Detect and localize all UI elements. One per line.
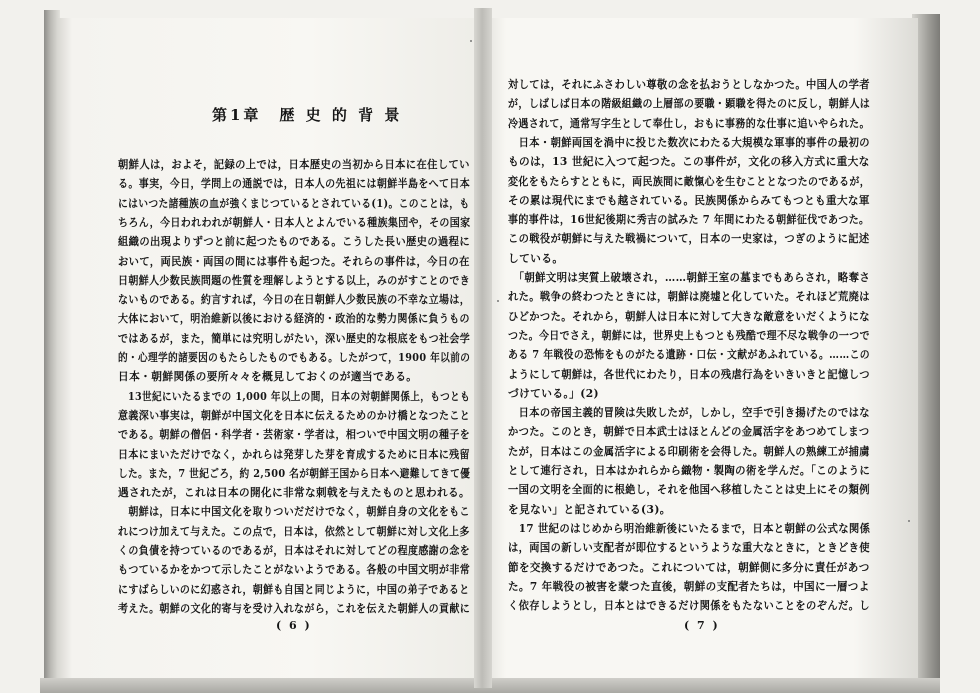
text-line: にすばらしいのに幻惑され，朝鮮も自国と同じように，中国の弟子であると [118, 582, 470, 596]
text-line: 遇されたが，これは日本の開化に非常な刺戟を与えたものと思われる。 [118, 486, 470, 500]
text-line: ようにして朝鮮は，各世代にわたり，日本の残虐行為をいきいきと記憶しつ [508, 367, 870, 381]
text-line: た。7 年戦役の被害を蒙つた直後，朝鮮の支配者たちは，中国に一層つよ [508, 579, 870, 593]
text-line: 節を交換するだけであつた。これについては，朝鮮側に多分に責任があつ [508, 560, 870, 574]
text-line: 「朝鮮文明は実質上破壊され，……朝鮮王室の墓までもあらされ，略奪さ [508, 271, 871, 284]
text-line: 対しては，それにふさわしい尊敬の念を払おうとしなかつた。中国人の学者 [508, 78, 870, 91]
text-line: として連行され，日本はかれらから織物・製陶の術を学んだ。「このように [508, 464, 871, 477]
text-line: している。 [508, 251, 564, 265]
text-line: もつているかをかつて示したことがないようである。各般の中国文明が非常 [118, 563, 471, 577]
text-line: づけている。」(2) [508, 386, 600, 400]
text-line: 日本にまいただけでなく，かれらは発芽した芽を育成するために日本に残留 [118, 447, 470, 461]
text-line: 日本・朝鮮両国を渦中に投じた数次にわたる大規模な軍事的事件の最初の [508, 135, 870, 149]
text-line: かつた。このとき，朝鮮で日本武士はほとんどの金属活字をあつめてしまつ [508, 425, 870, 439]
text-line: くの負債を持つているのであるが，日本はそれに対してどの程度感謝の念を [118, 544, 471, 557]
text-line: 日本の帝国主義的冒険は失敗したが，しかし，空手で引き揚げたのではな [508, 406, 870, 420]
text-line: した。また，7 世紀ごろ，約 2,500 名が朝鮮王国から日本へ避難してきて優 [118, 466, 471, 480]
text-line: その累は現代にまでも越されている。民族関係からみてもつとも重大な軍 [508, 193, 870, 207]
text-line: 日朝鮮人少数民族問題の性質を理解しようとする以上，みのがすことのでき [118, 273, 471, 287]
text-line: ではあるが，また，簡単には究明しがたい，深い歴史的な根底をもつ社会学 [118, 331, 471, 345]
chapter-title: 第1章 歴 史 的 背 景 [212, 106, 403, 124]
text-line: 朝鮮人は，およそ，記録の上では，日本歴史の当初から日本に在住してい [118, 158, 470, 171]
text-line: れた。戦争の終わつたときには，朝鮮は廃墟と化していた。それほど荒廃は [508, 290, 870, 304]
text-line: は，両国の新しい支配者が即位するというような重大なときに，ときどき使 [508, 541, 870, 555]
text-line: 事的事件は，16世紀後期に秀吉の試みた 7 年間にわたる朝鮮征伐であつた。 [508, 213, 870, 227]
book-gutter [474, 8, 492, 688]
text-line: ものは，13 世紀に入つて起つた。この事件が，文化の移入方式に重大な [508, 155, 870, 169]
text-line: である。朝鮮の僧侶・科学者・芸術家・学者は，相ついで中国文明の種子を [118, 428, 471, 442]
text-line: 13世紀にいたるまでの 1,000 年以上の間，日本の対朝鮮関係上，もつとも [118, 389, 471, 403]
scan-speck [497, 300, 499, 302]
text-line: たが，日本はこの金属活字による印刷術を会得した。朝鮮人の熟練工が捕虜 [508, 444, 870, 458]
scan-speck [908, 520, 910, 522]
text-line: 的・心理学的諸要因のもたらしたものでもある。したがつて，1900 年以前の [118, 351, 471, 364]
text-line: 意義深い事実は，朝鮮が中国文化を日本に伝えるためのかけ橋となつたこと [118, 408, 471, 422]
text-line: ひどかつた。それから，朝鮮人は日本に対して大きな敵意をいだくようにな [508, 309, 870, 323]
text-line: を見ない」と記されている(3)。 [508, 502, 671, 516]
text-line: この戦役が朝鮮に与えた戦禍について，日本の一史家は，つぎのように記述 [508, 232, 870, 246]
text-line: 考えた。朝鮮の文化的寄与を受け入れながら，これを伝えた朝鮮人の貢献に [118, 601, 471, 615]
text-line: 日本・朝鮮関係の要所々々を概見しておくのが適当である。 [118, 370, 418, 384]
text-line: にはいつた諸種族の血が強くまじつているとされている(1)。このことは，も [118, 196, 470, 210]
text-line: 組織の出現よりずつと前に起つたものである。こうした長い歴史の過程に [118, 235, 470, 249]
text-line: る。事実，今日，学問上の通説では，日本人の先祖には朝鮮半島をへて日本 [118, 177, 471, 191]
text-line: 冷遇されて，通常写字生として奉仕し，おもに事務的な仕事に追いやられた。 [508, 116, 870, 130]
text-line: 大体において，明治維新以後における経済的・政治的な勢力関係に負うもの [118, 312, 470, 326]
text-line: 変化をもたらすとともに，両民族間に敵愾心を生むこととなつたのであるが， [508, 174, 871, 188]
text-line: ちろん，今日われわれが朝鮮人・日本人とよんでいる種族集団や，その国家 [118, 215, 471, 229]
text-line: 朝鮮は，日本に中国文化を取りついだだけでなく，朝鮮自身の文化をもこ [118, 505, 470, 519]
text-line: 17 世紀のはじめから明治維新後にいたるまで，日本と朝鮮の公式な関係 [508, 521, 871, 535]
scan-speck [470, 40, 472, 42]
text-line: く依存しようとし，日本とはできるだけ関係をもたないことをのぞんだ。し [508, 599, 870, 613]
text-line: ある 7 年戦役の恐怖をものがたる遺跡・口伝・文献があふれている。……この [508, 348, 871, 362]
text-line: れにつけ加えて与えた。この点で，日本は，依然として朝鮮に対し文化上多 [118, 524, 470, 538]
text-line: おいて，両民族・両国の間には事件も起つた。それらの事件は，今日の在 [118, 254, 470, 268]
right-page-number: ( 7 ) [684, 619, 720, 632]
text-line: ないものである。約言すれば，今日の在日朝鮮人少数民族の不幸な立場は， [118, 293, 471, 307]
text-line: つた。今日でさえ，朝鮮には，世界史上もつとも残酷で理不尽な戦争の一つで [508, 328, 870, 342]
text-line: が，しばしば日本の階級組織の上層部の要職・顕職を得たのに反し，朝鮮人は [508, 97, 871, 111]
text-line: 一国の文明を全面的に根絶し，それを他国へ移植したことは史上にその類例 [508, 483, 870, 497]
left-page-number: ( 6 ) [276, 619, 312, 632]
